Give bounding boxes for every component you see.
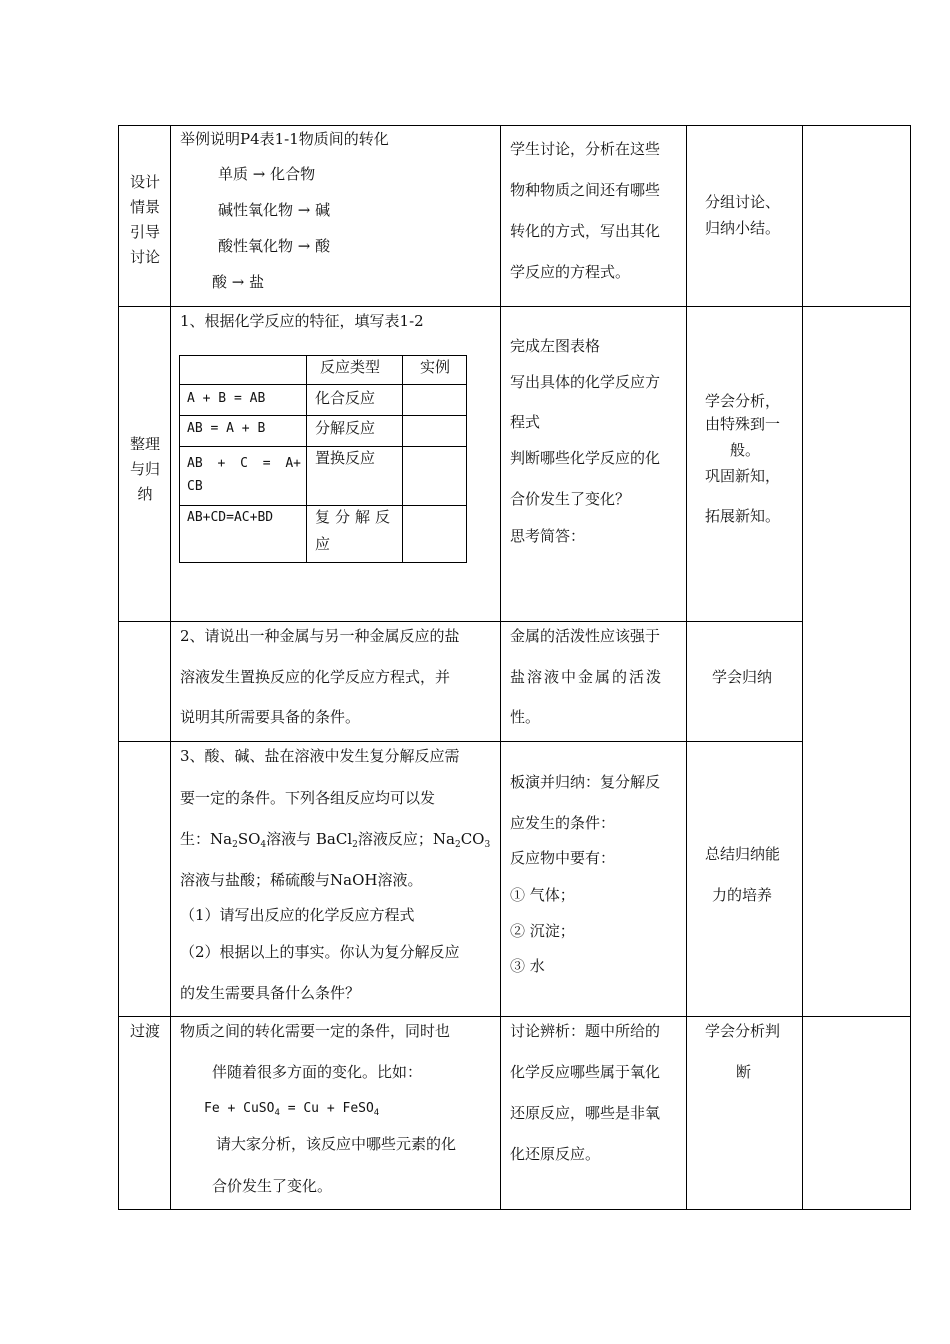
content-line	[180, 830, 490, 848]
content-line: 请大家分析，该反应中哪些元素的化	[216, 1135, 457, 1153]
design-intent-line: 学会归纳	[712, 668, 773, 686]
row-divider	[118, 1016, 911, 1017]
design-intent-line: 断	[736, 1063, 752, 1081]
design-intent-line: 拓展新知。	[705, 507, 781, 525]
row-divider	[118, 621, 803, 622]
inner-hline	[179, 415, 467, 416]
equation	[204, 1100, 379, 1118]
subscript: 2	[454, 840, 461, 850]
conversion-line: 单质 → 化合物	[218, 165, 316, 183]
content-line: 溶液与盐酸；稀硫酸与NaOH溶液。	[180, 871, 423, 889]
table-border-top	[118, 125, 911, 126]
subscript: 4	[274, 1108, 280, 1118]
inner-vline	[402, 355, 403, 563]
student-activity-line: 思考简答：	[510, 527, 586, 545]
content-line: 3、酸、碱、盐在溶液中发生复分解反应需	[180, 747, 460, 765]
design-intent-line: 学会分析，	[705, 392, 781, 410]
inner-hline	[179, 562, 467, 563]
inner-cell-formula: A + B = AB	[187, 391, 266, 406]
content-title: 举例说明P4表1-1物质间的转化	[180, 130, 389, 148]
student-activity-line: 物种物质之间还有哪些	[510, 181, 661, 199]
student-activity-line: 学生讨论，分析在这些	[510, 140, 661, 158]
inner-hline	[179, 384, 467, 385]
content-text: 生：Na	[180, 830, 233, 848]
col-divider	[686, 125, 687, 1210]
col-divider	[802, 125, 803, 1210]
equation-text: = Cu + FeSO	[279, 1101, 374, 1116]
inner-header-example: 实例	[420, 358, 451, 376]
col-divider	[500, 125, 501, 1210]
inner-cell-type: 置换反应	[315, 449, 376, 467]
content-title: 1、根据化学反应的特征，填写表1-2	[180, 312, 424, 330]
inner-cell-type: 化合反应	[315, 389, 376, 407]
subscript: 2	[232, 840, 238, 850]
content-line: 的发生需要具备什么条件？	[180, 984, 361, 1002]
student-activity-line: 合价发生了变化？	[510, 490, 631, 508]
content-line: 伴随着很多方面的变化。比如：	[212, 1063, 423, 1081]
conversion-line: 酸性氧化物 → 酸	[218, 237, 331, 255]
student-activity-line: 化还原反应。	[510, 1145, 601, 1163]
student-activity-line: 转化的方式，写出其化	[510, 222, 661, 240]
design-intent-line: 力的培养	[712, 886, 773, 904]
content-line: 说明其所需要具备的条件。	[180, 708, 361, 726]
inner-cell-type: 应	[315, 535, 331, 553]
student-activity-line: 反应物中要有：	[510, 849, 616, 867]
content-line: 要一定的条件。下列各组反应均可以发	[180, 789, 436, 807]
student-activity-line: 写出具体的化学反应方	[510, 373, 661, 391]
inner-cell-formula: AB+CD=AC+BD	[187, 510, 274, 525]
inner-vline	[306, 355, 307, 563]
inner-cell-formula	[187, 450, 301, 478]
subscript: 2	[352, 840, 358, 850]
design-intent-line: 巩固新知，	[705, 467, 781, 485]
inner-vline	[179, 355, 180, 563]
content-line: 2、请说出一种金属与另一种金属反应的盐	[180, 627, 460, 645]
inner-header-type: 反应类型	[320, 358, 381, 376]
section-label: 设计 情景 引导 讨论	[129, 173, 160, 266]
design-intent-line: 学会分析判	[705, 1022, 781, 1040]
table-border-bottom	[118, 1209, 911, 1210]
table-border-left	[118, 125, 119, 1210]
student-activity-line: 学反应的方程式。	[510, 263, 631, 281]
student-activity-line: 板演并归纳：复分解反	[510, 773, 661, 791]
content-line: （1）请写出反应的化学反应方程式	[180, 906, 415, 924]
content-line: （2）根据以上的事实。你认为复分解反应	[180, 943, 460, 961]
student-activity-line: 盐溶液中金属的活泼	[510, 668, 664, 686]
subscript: 4	[373, 1108, 380, 1118]
section-label: 过渡	[129, 1022, 160, 1040]
row-divider	[118, 306, 911, 307]
student-activity-line: 还原反应，哪些是非氧	[510, 1104, 661, 1122]
equation-text: Fe + CuSO	[204, 1101, 275, 1116]
inner-cell-type: 分解反应	[315, 419, 376, 437]
inner-hline	[179, 355, 467, 356]
student-activity-line: 讨论辨析：题中所给的	[510, 1022, 661, 1040]
student-activity-line: 程式	[510, 413, 541, 431]
inner-cell-formula-part: AB + C = A+	[187, 456, 301, 471]
content-text: SO	[237, 830, 261, 848]
content-line: 物质之间的转化需要一定的条件，同时也	[180, 1022, 451, 1040]
design-intent-line: 归纳小结。	[705, 219, 781, 237]
conversion-line: 酸 → 盐	[212, 273, 265, 291]
design-intent-line: 分组讨论、	[705, 193, 781, 211]
table-border-right	[910, 125, 911, 1210]
subscript: 4	[260, 840, 267, 850]
inner-vline	[466, 355, 467, 563]
student-activity-line: 金属的活泼性应该强于	[510, 627, 661, 645]
student-activity-line: 性。	[510, 708, 541, 726]
student-activity-line: 化学反应哪些属于氧化	[510, 1063, 661, 1081]
conversion-line: 碱性氧化物 → 碱	[218, 201, 331, 219]
inner-cell-formula: AB = A + B	[187, 421, 266, 436]
design-intent-line: 总结归纳能	[705, 845, 781, 863]
inner-hline	[179, 505, 467, 506]
design-intent-line: 般。	[730, 441, 761, 459]
inner-hline	[179, 446, 467, 447]
row-divider	[118, 741, 803, 742]
student-activity-line: 完成左图表格	[510, 337, 601, 355]
content-text: 溶液与 BaCl	[266, 830, 353, 848]
student-activity-line: 判断哪些化学反应的化	[510, 449, 661, 467]
subscript: 3	[484, 840, 491, 850]
student-activity-line: 应发生的条件：	[510, 814, 616, 832]
inner-cell-type: 复分解反	[315, 508, 396, 526]
design-intent-line: 由特殊到一	[705, 415, 781, 433]
content-text: CO	[460, 830, 485, 848]
student-activity-line: ③ 水	[510, 957, 545, 975]
content-text: 溶液反应；Na	[357, 830, 455, 848]
student-activity-line: ① 气体；	[510, 886, 575, 904]
content-line: 溶液发生置换反应的化学反应方程式，并	[180, 668, 451, 686]
inner-cell-formula-part: CB	[187, 479, 203, 494]
content-line: 合价发生了变化。	[212, 1177, 333, 1195]
col-divider	[170, 125, 171, 1210]
student-activity-line: ② 沉淀；	[510, 922, 575, 940]
section-label: 整理 与归 纳	[129, 435, 160, 503]
